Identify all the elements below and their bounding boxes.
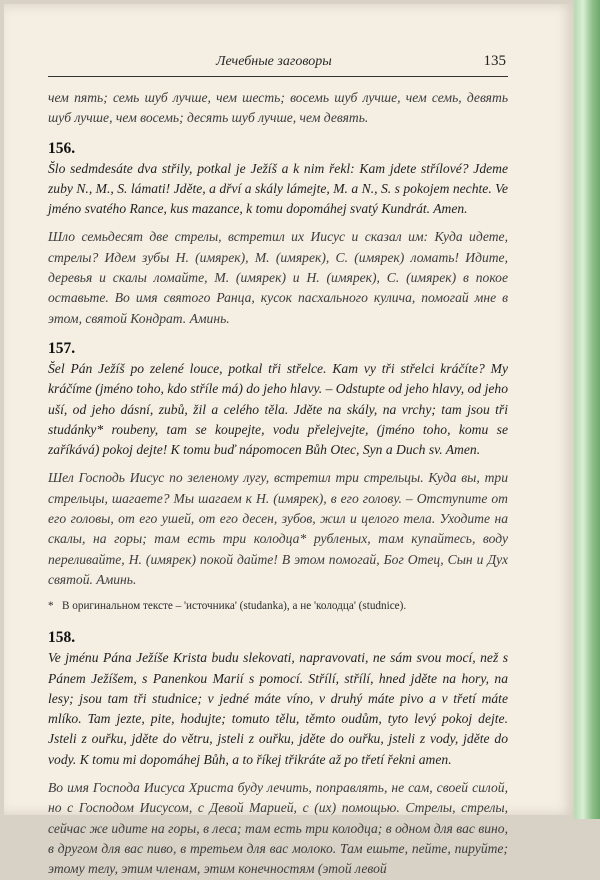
charm-158-czech: Ve jménu Pána Ježíše Krista budu slekovati, napravovati, ne sám svou mocí, než s Pánem Ježíšem, s Panenkou Marií s pomocí. Střílí, střílí, hned jděte na hory, na lesy; jsou tam tři studnice; v jedné máte víno, v druhý máte pivo a v třetí máte mlíko. Tam jezte, pite, hodujte; tomuto tělu, těmto oudům, tyto levý pokoj dejte. Jsteli z ouřku, jděte do větru, jsteli z ouřku, jděte do ouřku, jsteli z vody, jděte do vody. K tomu mi dopomáhej Bůh, a to říkej třikráte až po třetí řekni amen. [48,650,508,767]
charm-156-czech: Šlo sedmdesáte dva střily, potkal je Ježíš a k nim řekl: Kam jdete střílové? Jdeme zuby N., M., S. lámati! Jděte, a dřví a skály lámejte, M. a N., S. s pokojem nechte. Ve jméno svatého Rance, kus mazance, k tomu dopomáhej svatý Kundrát. Amen. [48,160,508,217]
charm-number: 157. [48,339,76,357]
charm-157-russian: Шел Господь Иисус по зеленому лугу, встретил три стрельцы. Куда вы, три стрельцы, шагаете? Мы шагаем к Н. (имярек), в его голову. – Отступите от его головы, от его ушей, от его десен, зубов, жил и целого тела. Уходите на скалы, на горы; там есть три колодца* рубленых, там купайтесь, воду переливайте, Н. (имярек) покой дайте! В этом помогай, Бог Отец, Сын и Дух святой. Аминь. [48,470,508,587]
running-title: Лечебные заговоры [216,54,332,69]
charm-number: 158. [48,629,76,647]
book-edge [574,0,600,819]
book-page [4,4,574,877]
charm-156-russian: Шло семьдесят две стрелы, встретил их Иисус и сказал им: Куда идете, стрелы? Идем зубы Н. (имярек), М. (имярек), С. (имярек) ломать! Идите, деревья и скалы ломайте, М. (имярек) и Н. (имярек), С. (имярек) в покое оставьте. Во имя святого Ранца, кусок пасхального кулича, помогай мне в этом, святой Кондрат. Аминь. [48,229,508,326]
page-header [48,52,508,77]
footnote [48,598,508,614]
charm-number: 156. [48,139,76,157]
charm-157-czech: Šel Pán Ježíš po zelené louce, potkal tři střelce. Kam vy tři střelci kráčíte? My kráčíme (jméno toho, kdo stříle má) do jeho hlavy. – Odstupte od jeho hlavy, od jeho uší, od jeho dásní, zubů, žil a celého těla. Jděte na skály, na vrchy; tam jsou tři studánky* roubeny, tam se koupejte, vodu přelejvejte, (jméno toho, komu se zaříkává) pokoj dejte! K tomu buď nápomocen Bůh Otec, Syn a Duch sv. Amen. [48,360,508,458]
charm-155-ru-continuation: чем пять; семь шуб лучше, чем шесть; восемь шуб лучше, чем семь, девять шуб лучше, чем восемь; десять шуб лучше, чем девять. [48,90,508,126]
page-content [48,88,508,880]
page-number: 135 [483,53,506,69]
footnote-text: В оригинальном тексте – 'источника' (studanka), а не 'колодца' (studnice). [62,600,407,613]
footnote-mark: * [48,600,54,613]
charm-158-russian: Во имя Господа Иисуса Христа буду лечить, поправлять, не сам, своей силой, но с Господом Иисусом, с Девой Марией, с (их) помощью. Стрелы, стрелы, сейчас же идите на горы, в леса; там есть три колодца; в одном для вас вино, в другом для вас пиво, в третьем для вас молоко. Там ешьте, пейте, пируйте; этому телу, этим членам, этим конечностям (этой левой [48,780,508,877]
